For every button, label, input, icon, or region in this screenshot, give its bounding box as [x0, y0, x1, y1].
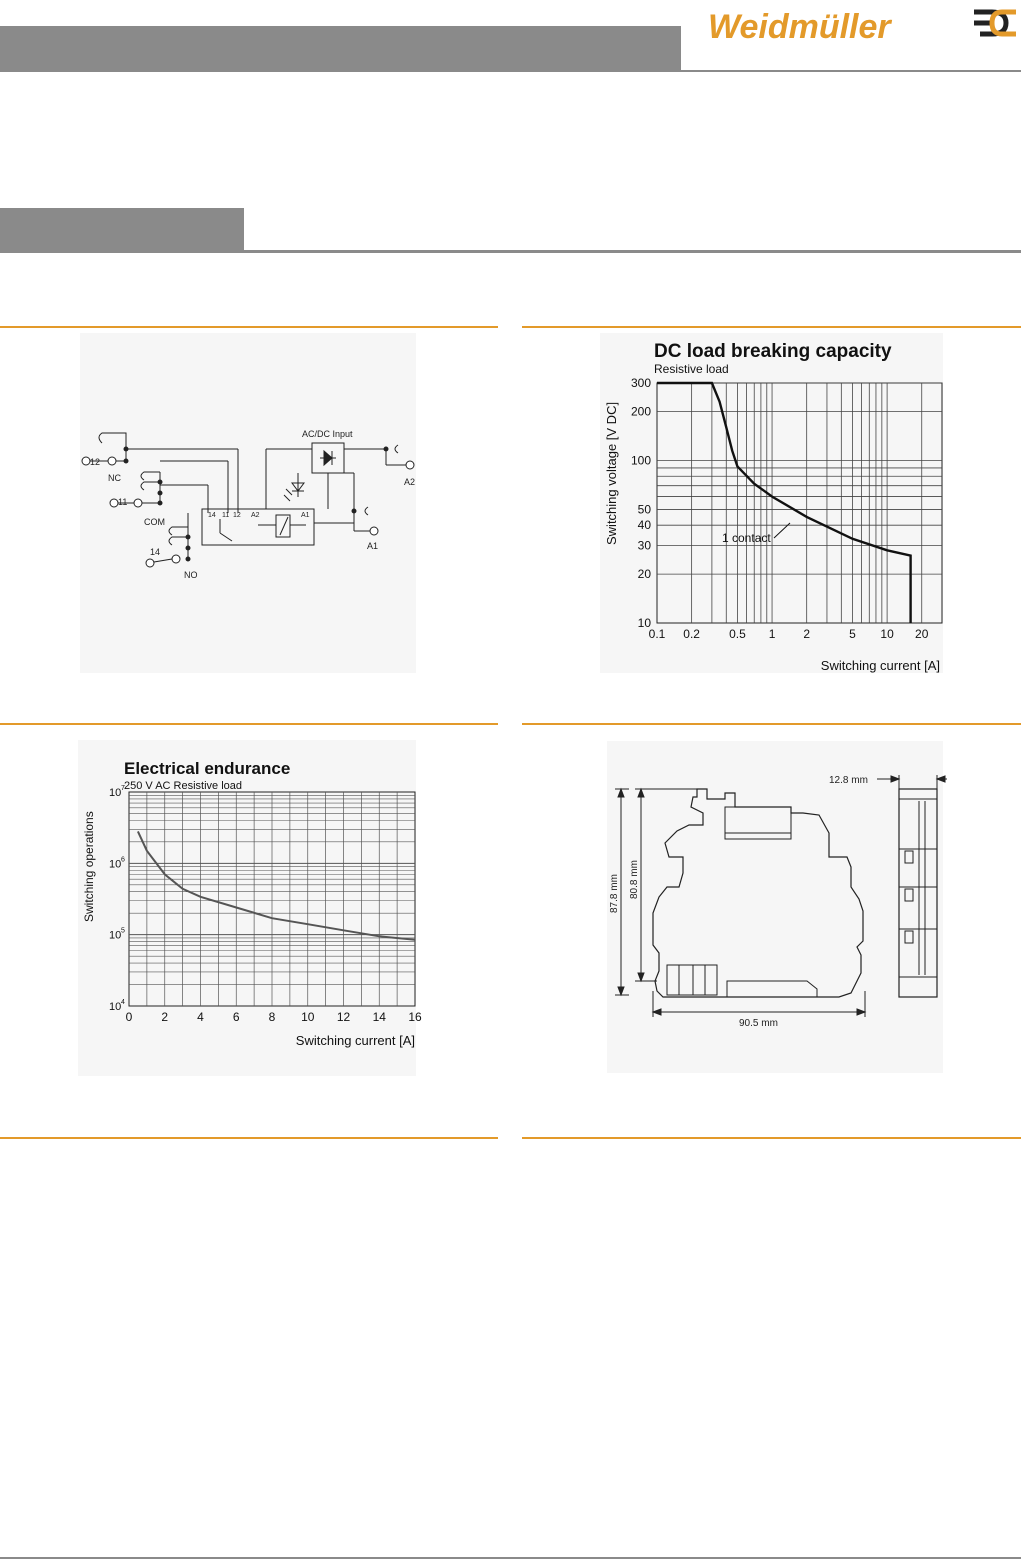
dc-y-tick-label: 50 — [637, 502, 651, 517]
separator-row1-right — [522, 326, 1021, 328]
dc-chart-subtitle: Resistive load — [654, 362, 729, 376]
dc-plot-frame — [657, 383, 942, 623]
separator-row3-right — [522, 1137, 1021, 1139]
dimension-height-inner: 80.8 mm — [629, 860, 640, 899]
relay-pin-a2: A2 — [251, 512, 260, 519]
endurance-x-tick-label: 14 — [372, 1010, 386, 1024]
endurance-series-line — [138, 831, 415, 939]
section-rule — [0, 250, 1021, 253]
dc-y-tick-label: 20 — [637, 567, 651, 582]
endurance-y-tick-label: 10 — [109, 1001, 122, 1013]
terminal-label-nc: NC — [108, 473, 121, 483]
header-rule — [0, 70, 1021, 72]
endurance-chart-xlabel: Switching current [A] — [295, 1033, 415, 1048]
dimension-drawing — [607, 741, 943, 1073]
endurance-y-tick-label: 10 — [109, 787, 122, 799]
relay-pin-11: 11 — [222, 512, 230, 519]
relay-pin-12: 12 — [233, 512, 241, 519]
dc-chart-annotation: 1 contact — [722, 531, 771, 545]
dimension-depth: 12.8 mm — [829, 775, 868, 786]
endurance-y-tick-exponent: 5 — [121, 927, 125, 935]
dc-y-tick-label: 10 — [637, 616, 651, 630]
dc-x-tick-label: 5 — [849, 627, 856, 641]
endurance-x-tick-label: 4 — [197, 1010, 204, 1024]
endurance-chart-series — [138, 831, 415, 939]
terminal-label-a2: A2 — [404, 477, 416, 487]
terminal-label-12: 12 — [90, 457, 101, 467]
endurance-x-tick-label: 16 — [408, 1010, 422, 1024]
brand-wordmark: Weidmüller — [708, 8, 891, 46]
endurance-y-tick-exponent: 7 — [121, 785, 125, 792]
dc-load-chart — [600, 333, 943, 673]
endurance-chart-ylabel: Switching operations — [82, 811, 96, 922]
dc-y-tick-label: 40 — [637, 518, 651, 533]
endurance-x-tick-label: 0 — [125, 1010, 133, 1024]
endurance-chart — [78, 740, 422, 1076]
endurance-chart-ticks — [109, 785, 422, 1024]
endurance-y-tick-exponent: 6 — [121, 856, 125, 864]
dc-x-tick-label: 0.5 — [729, 627, 746, 641]
separator-row2-left — [0, 723, 498, 725]
dc-x-tick-label: 1 — [768, 627, 776, 641]
dc-x-tick-label: 20 — [915, 627, 929, 641]
endurance-x-tick-label: 2 — [161, 1010, 169, 1024]
dc-x-tick-label: 0.2 — [683, 627, 700, 641]
dc-chart-series — [657, 383, 911, 623]
dc-y-tick-label: 100 — [630, 453, 651, 468]
endurance-y-tick-label: 10 — [109, 929, 122, 942]
dc-x-tick-label: 2 — [803, 627, 811, 641]
header-bar — [0, 26, 681, 70]
section-tab — [0, 208, 244, 250]
endurance-y-tick-exponent: 4 — [121, 999, 125, 1006]
dc-chart-grid — [657, 383, 942, 623]
endurance-chart-title: Electrical endurance — [124, 759, 291, 778]
dimension-height-outer: 87.8 mm — [609, 874, 620, 913]
dc-series-line — [657, 383, 911, 623]
brand-logo — [706, 2, 1018, 48]
relay-pin-a1: A1 — [301, 512, 310, 519]
endurance-x-tick-label: 10 — [301, 1010, 315, 1024]
endurance-y-tick-label: 10 — [109, 858, 122, 871]
circuit-diagram — [80, 333, 416, 673]
terminal-label-11: 11 — [118, 497, 128, 507]
footer-rule — [0, 1557, 1021, 1559]
terminal-label-no: NO — [184, 570, 198, 580]
dimension-width: 90.5 mm — [739, 1018, 778, 1029]
endurance-chart-grid — [129, 792, 415, 1006]
terminal-label-com: COM — [144, 517, 165, 527]
dc-y-tick-label: 300 — [630, 376, 651, 390]
separator-row3-left — [0, 1137, 498, 1139]
separator-row2-right — [522, 723, 1021, 725]
endurance-chart-subtitle: 250 V AC Resistive load — [124, 780, 243, 792]
dc-chart-ticks — [631, 376, 929, 641]
separator-row1-left — [0, 326, 498, 328]
dc-y-tick-label: 30 — [637, 538, 651, 553]
dc-chart-title: DC load breaking capacity — [654, 341, 892, 362]
relay-pin-14: 14 — [208, 512, 216, 519]
dc-x-tick-label: 0.1 — [648, 627, 666, 641]
dc-y-tick-label: 200 — [630, 404, 651, 419]
endurance-x-tick-label: 8 — [268, 1010, 276, 1024]
terminal-label-a1: A1 — [367, 541, 379, 551]
endurance-x-tick-label: 12 — [336, 1010, 351, 1024]
dc-chart-xlabel: Switching current [A] — [820, 658, 940, 673]
terminal-label-14: 14 — [150, 547, 161, 557]
input-label: AC/DC Input — [302, 429, 353, 439]
dc-x-tick-label: 10 — [880, 627, 894, 641]
endurance-x-tick-label: 6 — [232, 1010, 240, 1024]
weidmuller-3c-logo-mark-icon — [974, 12, 1016, 34]
dc-chart-ylabel: Switching voltage [V DC] — [604, 401, 619, 545]
